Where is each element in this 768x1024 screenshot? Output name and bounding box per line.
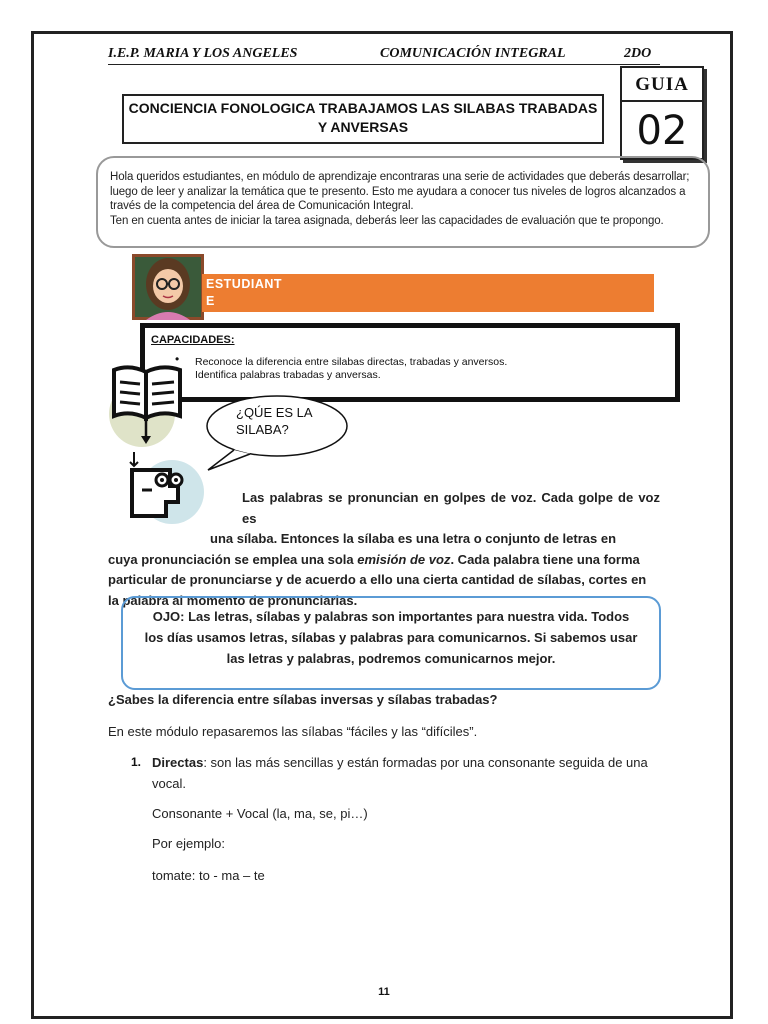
item-definition: : son las más sencillas y están formadas por una consonante seguida de una vocal. bbox=[152, 755, 648, 791]
question-heading: ¿Sabes la diferencia entre sílabas inversas y sílabas trabadas? bbox=[108, 692, 498, 707]
title-line-2: Y ANVERSAS bbox=[317, 119, 409, 135]
title-line-1: CONCIENCIA FONOLOGICA TRABAJAMOS LAS SILABAS TRABADAS bbox=[128, 100, 598, 116]
list-item: • Reconoce la diferencia entre silabas directas, trabadas y anversos. bbox=[195, 356, 675, 369]
intro-box bbox=[96, 156, 710, 248]
module-text: En este módulo repasaremos las sílabas “fáciles y las “difíciles”. bbox=[108, 724, 478, 739]
body-line-1: Las palabras se pronuncian en golpes de voz. Cada golpe de voz es bbox=[242, 490, 660, 526]
speech-text bbox=[236, 404, 336, 438]
syllable-definition bbox=[108, 488, 660, 611]
grade-label: 2DO bbox=[624, 46, 652, 61]
guia-box bbox=[620, 66, 704, 160]
capacidades-box bbox=[140, 323, 680, 402]
student-banner bbox=[202, 274, 654, 312]
banner-line-2: E bbox=[206, 294, 215, 308]
formula-text: Consonante + Vocal (la, ma, se, pi…) bbox=[152, 806, 368, 821]
ojo-line-2: los días usamos letras, sílabas y palabras para comunicarnos. Si sabemos usar bbox=[144, 630, 638, 645]
body-line-3b: . Cada palabra tiene una forma bbox=[450, 551, 640, 567]
example-label: Por ejemplo: bbox=[152, 836, 225, 851]
header bbox=[108, 46, 660, 65]
banner-line-1: ESTUDIANT bbox=[206, 277, 283, 291]
list-item: • Identifica palabras trabadas y anversas. bbox=[195, 369, 675, 382]
body-line-3 bbox=[108, 552, 640, 567]
speech-line-2: SILABA? bbox=[236, 422, 289, 437]
body-line-5: la palabra al momento de pronunciarlas. bbox=[108, 592, 358, 608]
guia-divider bbox=[622, 100, 702, 102]
intro-paragraph-2: Ten en cuenta antes de iniciar la tarea asignada, deberás leer las capacidades de evaluación que te propongo. bbox=[110, 214, 664, 227]
teacher-avatar-icon bbox=[132, 254, 204, 320]
body-line-3a: cuya pronunciación se emplea una sola bbox=[108, 551, 358, 567]
school-name: I.E.P. MARIA Y LOS ANGELES bbox=[108, 46, 298, 61]
item-term: Directas bbox=[152, 755, 204, 770]
body-emphasis: emisión de voz bbox=[357, 551, 451, 567]
page-number: 11 bbox=[378, 986, 390, 998]
guia-label: GUIA bbox=[635, 74, 689, 95]
intro-paragraph-1: Hola queridos estudiantes, en módulo de aprendizaje encontraras una serie de actividades que deberás desarrollar; luego de leer y analizar la temática que te presento. Esto me ayudara a conocer tus niveles de logros alcanzados a través de la competencia del área de Comunicación Integral. bbox=[110, 171, 690, 212]
guia-number: 02 bbox=[636, 108, 688, 154]
list-number: 1. bbox=[131, 755, 142, 769]
list-item bbox=[152, 752, 662, 794]
title-box bbox=[122, 94, 604, 144]
capacidades-title: CAPACIDADES: bbox=[151, 334, 235, 346]
body-line-2: una sílaba. Entonces la sílaba es una letra o conjunto de letras en bbox=[210, 531, 617, 546]
book-icon bbox=[108, 364, 188, 454]
ojo-box bbox=[121, 596, 661, 690]
capacidades-list bbox=[151, 356, 675, 381]
example-text: tomate: to - ma – te bbox=[152, 868, 265, 883]
speech-line-1: ¿QÚE ES LA bbox=[236, 405, 313, 420]
subject-name: COMUNICACIÓN INTEGRAL bbox=[380, 46, 566, 61]
ojo-line-3: las letras y palabras, podremos comunicarnos mejor. bbox=[226, 651, 556, 666]
ojo-line-1: OJO: Las letras, sílabas y palabras son importantes para nuestra vida. Todos bbox=[152, 609, 630, 624]
body-line-4: particular de pronunciarse y de acuerdo a ello una cierta cantidad de sílabas, cortes en bbox=[108, 572, 647, 587]
